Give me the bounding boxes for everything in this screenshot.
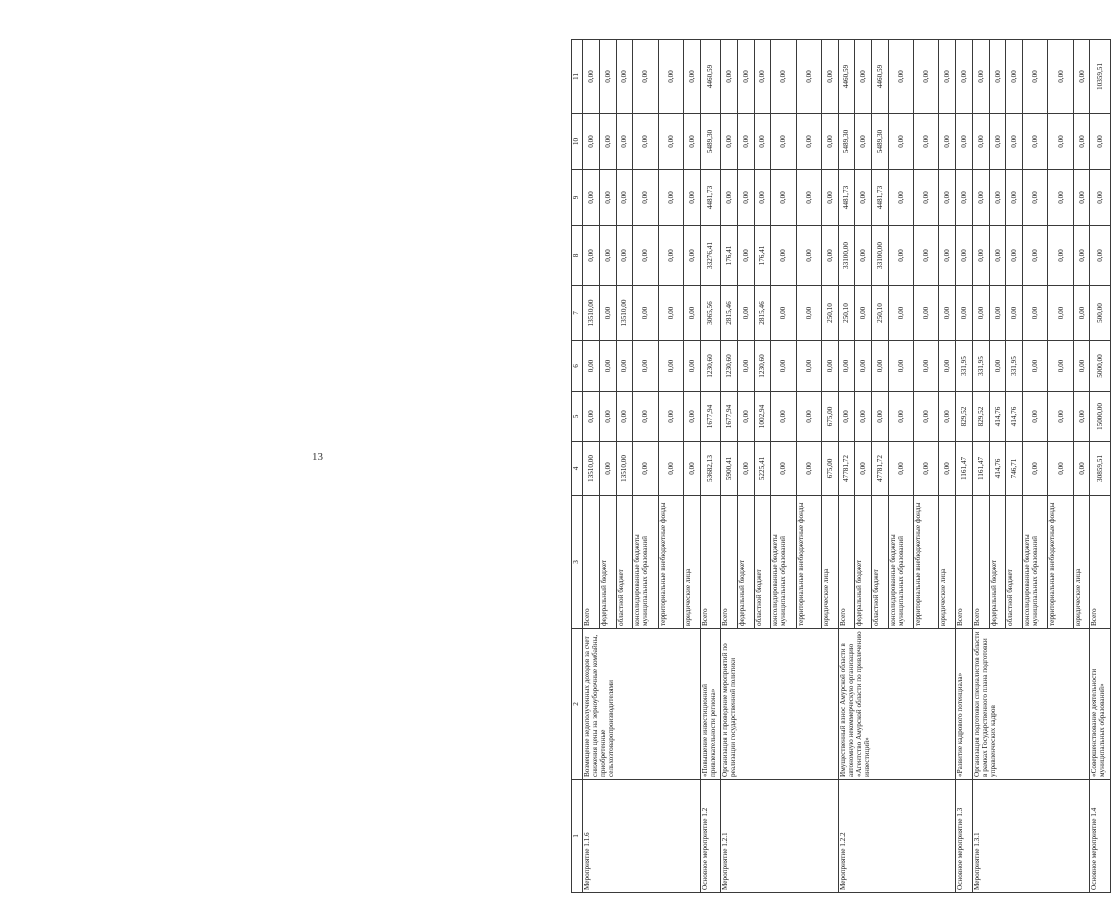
header-row (572, 40, 583, 893)
amount-cell: 0,00 (633, 341, 658, 392)
amount-cell: 0,00 (914, 286, 939, 341)
amount-cell: 250,10 (821, 286, 838, 341)
amount-cell: 0,00 (796, 114, 821, 170)
amount-cell: 0,00 (939, 392, 956, 442)
amount-cell: 0,00 (855, 170, 872, 226)
amount-cell: 13510,00 (583, 286, 600, 341)
amount-cell: 0,00 (855, 114, 872, 170)
amount-cell: 0,00 (720, 40, 737, 114)
amount-cell: 0,00 (737, 114, 754, 170)
amount-cell: 0,00 (914, 114, 939, 170)
amount-cell: 4460,59 (872, 40, 889, 114)
column-header: 7 (572, 286, 583, 341)
amount-cell: 0,00 (737, 170, 754, 226)
funding-source: Всего (838, 496, 855, 629)
amount-cell: 0,00 (989, 226, 1006, 286)
measure-code: Мероприятие 1.3.1 (972, 780, 1090, 893)
amount-cell: 0,00 (633, 392, 658, 442)
amount-cell: 1230,60 (720, 341, 737, 392)
amount-cell: 33100,00 (838, 226, 855, 286)
amount-cell: 0,00 (658, 341, 683, 392)
amount-cell: 0,00 (855, 442, 872, 496)
funding-source: федеральный бюджет (737, 496, 754, 629)
amount-cell: 0,00 (989, 286, 1006, 341)
amount-cell: 4481,73 (838, 170, 855, 226)
amount-cell: 414,76 (989, 442, 1006, 496)
amount-cell: 0,00 (888, 392, 913, 442)
amount-cell: 0,00 (599, 170, 616, 226)
amount-cell: 4460,59 (838, 40, 855, 114)
amount-cell: 414,76 (1006, 392, 1023, 442)
amount-cell: 0,00 (888, 341, 913, 392)
amount-cell: 331,95 (1006, 341, 1023, 392)
amount-cell: 0,00 (1006, 114, 1023, 170)
funding-source: юридические лица (821, 496, 838, 629)
measure-code: Основное мероприятие 1.2 (700, 780, 720, 893)
amount-cell: 0,00 (1023, 442, 1048, 496)
amount-cell: 0,00 (683, 341, 700, 392)
amount-cell: 53682,13 (700, 442, 720, 496)
amount-cell: 0,00 (939, 442, 956, 496)
funding-source: Всего (972, 496, 989, 629)
amount-cell: 47781,72 (838, 442, 855, 496)
measure-name: Имущественный взнос Амурской области в автономную некоммерческую организацию «Агентство Амурской области по привлечению инвестиций» (838, 629, 956, 780)
amount-cell: 0,00 (821, 170, 838, 226)
measure-name: «Совершенствование деятельности муниципальных образований» (1090, 629, 1111, 780)
amount-cell: 0,00 (616, 40, 633, 114)
column-header: 3 (572, 496, 583, 629)
funding-source: федеральный бюджет (855, 496, 872, 629)
amount-cell: 0,00 (872, 341, 889, 392)
amount-cell: 0,00 (616, 170, 633, 226)
column-header: 9 (572, 170, 583, 226)
amount-cell: 0,00 (658, 114, 683, 170)
amount-cell: 10359,51 (1090, 40, 1111, 114)
column-header: 11 (572, 40, 583, 114)
amount-cell: 0,00 (855, 392, 872, 442)
amount-cell: 0,00 (737, 442, 754, 496)
amount-cell: 0,00 (1023, 40, 1048, 114)
amount-cell: 4481,73 (700, 170, 720, 226)
amount-cell: 0,00 (633, 170, 658, 226)
column-header: 5 (572, 392, 583, 442)
amount-cell: 0,00 (1048, 40, 1073, 114)
amount-cell: 0,00 (796, 40, 821, 114)
amount-cell: 0,00 (658, 40, 683, 114)
amount-cell: 0,00 (583, 392, 600, 442)
funding-source: Всего (1090, 496, 1111, 629)
amount-cell: 0,00 (1048, 392, 1073, 442)
amount-cell: 5489,30 (838, 114, 855, 170)
amount-cell: 0,00 (583, 341, 600, 392)
amount-cell: 13510,00 (583, 442, 600, 496)
amount-cell: 0,00 (914, 170, 939, 226)
amount-cell: 0,00 (1073, 170, 1090, 226)
column-header: 2 (572, 629, 583, 780)
funding-source: юридические лица (939, 496, 956, 629)
funding-source: областной бюджет (872, 496, 889, 629)
amount-cell: 0,00 (616, 341, 633, 392)
amount-cell: 0,00 (888, 170, 913, 226)
amount-cell: 0,00 (616, 392, 633, 442)
amount-cell: 0,00 (796, 170, 821, 226)
amount-cell: 47781,72 (872, 442, 889, 496)
amount-cell: 0,00 (1048, 341, 1073, 392)
amount-cell: 0,00 (872, 392, 889, 442)
amount-cell: 0,00 (1023, 341, 1048, 392)
amount-cell: 5489,30 (872, 114, 889, 170)
amount-cell: 0,00 (683, 114, 700, 170)
table-row (1090, 40, 1111, 893)
amount-cell: 0,00 (720, 170, 737, 226)
amount-cell: 0,00 (1006, 226, 1023, 286)
table-row (700, 40, 720, 893)
amount-cell: 0,00 (737, 226, 754, 286)
funding-source: Всего (700, 496, 720, 629)
amount-cell: 0,00 (956, 286, 973, 341)
amount-cell: 0,00 (989, 170, 1006, 226)
table-row (956, 40, 973, 893)
amount-cell: 5000,00 (1090, 341, 1111, 392)
amount-cell: 0,00 (771, 226, 796, 286)
amount-cell: 0,00 (633, 40, 658, 114)
amount-cell: 0,00 (939, 114, 956, 170)
amount-cell: 0,00 (583, 170, 600, 226)
amount-cell: 1677,94 (720, 392, 737, 442)
amount-cell: 0,00 (956, 170, 973, 226)
amount-cell: 0,00 (821, 40, 838, 114)
amount-cell: 0,00 (956, 114, 973, 170)
amount-cell: 250,10 (838, 286, 855, 341)
amount-cell: 0,00 (583, 40, 600, 114)
amount-cell: 0,00 (1073, 114, 1090, 170)
amount-cell: 0,00 (754, 114, 771, 170)
amount-cell: 0,00 (737, 286, 754, 341)
amount-cell: 1002,94 (754, 392, 771, 442)
amount-cell: 0,00 (658, 170, 683, 226)
amount-cell: 0,00 (821, 226, 838, 286)
amount-cell: 13510,00 (616, 442, 633, 496)
funding-source: территориальные внебюджетные фонды (796, 496, 821, 629)
funding-source: федеральный бюджет (989, 496, 1006, 629)
amount-cell: 0,00 (658, 226, 683, 286)
amount-cell: 0,00 (1048, 442, 1073, 496)
funding-source: юридические лица (683, 496, 700, 629)
amount-cell: 0,00 (888, 286, 913, 341)
amount-cell: 0,00 (888, 40, 913, 114)
amount-cell: 1161,47 (972, 442, 989, 496)
funding-source: территориальные внебюджетные фонды (1048, 496, 1073, 629)
funding-source: областной бюджет (1006, 496, 1023, 629)
measure-code: Мероприятие 1.2.2 (838, 780, 956, 893)
amount-cell: 0,00 (972, 170, 989, 226)
amount-cell: 30859,51 (1090, 442, 1111, 496)
amount-cell: 13510,00 (616, 286, 633, 341)
amount-cell: 675,00 (821, 392, 838, 442)
amount-cell: 0,00 (989, 40, 1006, 114)
funding-source: юридические лица (1073, 496, 1090, 629)
amount-cell: 176,41 (720, 226, 737, 286)
amount-cell: 0,00 (1073, 226, 1090, 286)
amount-cell: 0,00 (599, 114, 616, 170)
amount-cell: 0,00 (737, 392, 754, 442)
amount-cell: 331,95 (956, 341, 973, 392)
amount-cell: 0,00 (771, 170, 796, 226)
amount-cell: 15000,00 (1090, 392, 1111, 442)
amount-cell: 0,00 (796, 226, 821, 286)
funding-source: консолидированные бюджеты муниципальных образований (633, 496, 658, 629)
amount-cell: 0,00 (1048, 170, 1073, 226)
amount-cell: 0,00 (599, 286, 616, 341)
amount-cell: 0,00 (914, 341, 939, 392)
rotated-table-container (571, 40, 1111, 893)
amount-cell: 0,00 (796, 286, 821, 341)
amount-cell: 829,52 (972, 392, 989, 442)
amount-cell: 0,00 (754, 170, 771, 226)
funding-source: областной бюджет (754, 496, 771, 629)
amount-cell: 0,00 (888, 226, 913, 286)
amount-cell: 0,00 (914, 40, 939, 114)
funding-source: консолидированные бюджеты муниципальных образований (888, 496, 913, 629)
amount-cell: 0,00 (754, 40, 771, 114)
table-row (583, 40, 600, 893)
amount-cell: 0,00 (821, 114, 838, 170)
amount-cell: 0,00 (972, 40, 989, 114)
table-row (838, 40, 855, 893)
measure-name: Организация и проведение мероприятий по реализации государственной политики (720, 629, 838, 780)
funding-source: областной бюджет (616, 496, 633, 629)
amount-cell: 0,00 (821, 341, 838, 392)
column-header: 10 (572, 114, 583, 170)
amount-cell: 0,00 (1073, 40, 1090, 114)
amount-cell: 0,00 (1090, 170, 1111, 226)
amount-cell: 250,10 (872, 286, 889, 341)
funding-source: территориальные внебюджетные фонды (658, 496, 683, 629)
amount-cell: 0,00 (956, 40, 973, 114)
amount-cell: 0,00 (1073, 442, 1090, 496)
measure-code: Мероприятие 1.1.6 (583, 780, 701, 893)
measure-name: «Повышение инвестиционной привлекательности региона» (700, 629, 720, 780)
column-header: 6 (572, 341, 583, 392)
funding-source: территориальные внебюджетные фонды (914, 496, 939, 629)
amount-cell: 0,00 (771, 442, 796, 496)
amount-cell: 0,00 (658, 392, 683, 442)
amount-cell: 0,00 (939, 286, 956, 341)
measure-code: Основное мероприятие 1.3 (956, 780, 973, 893)
amount-cell: 0,00 (737, 341, 754, 392)
amount-cell: 33276,41 (700, 226, 720, 286)
amount-cell: 746,71 (1006, 442, 1023, 496)
amount-cell: 33100,00 (872, 226, 889, 286)
amount-cell: 0,00 (599, 442, 616, 496)
amount-cell: 0,00 (633, 442, 658, 496)
amount-cell: 0,00 (683, 40, 700, 114)
amount-cell: 0,00 (633, 286, 658, 341)
amount-cell: 0,00 (720, 114, 737, 170)
amount-cell: 0,00 (683, 226, 700, 286)
amount-cell: 0,00 (599, 392, 616, 442)
table-row (720, 40, 737, 893)
amount-cell: 0,00 (1023, 392, 1048, 442)
amount-cell: 0,00 (956, 226, 973, 286)
amount-cell: 0,00 (1006, 286, 1023, 341)
measure-code: Мероприятие 1.2.1 (720, 780, 838, 893)
amount-cell: 0,00 (972, 286, 989, 341)
amount-cell: 414,76 (989, 392, 1006, 442)
amount-cell: 0,00 (1023, 114, 1048, 170)
amount-cell: 0,00 (888, 442, 913, 496)
amount-cell: 0,00 (1048, 226, 1073, 286)
amount-cell: 0,00 (658, 442, 683, 496)
amount-cell: 0,00 (633, 114, 658, 170)
funding-source: Всего (956, 496, 973, 629)
amount-cell: 0,00 (1090, 226, 1111, 286)
amount-cell: 0,00 (1073, 392, 1090, 442)
amount-cell: 829,52 (956, 392, 973, 442)
amount-cell: 4460,59 (700, 40, 720, 114)
amount-cell: 500,00 (1090, 286, 1111, 341)
amount-cell: 0,00 (683, 442, 700, 496)
amount-cell: 1677,94 (700, 392, 720, 442)
amount-cell: 0,00 (855, 226, 872, 286)
funding-source: консолидированные бюджеты муниципальных образований (771, 496, 796, 629)
amount-cell: 5225,41 (754, 442, 771, 496)
amount-cell: 0,00 (914, 392, 939, 442)
amount-cell: 0,00 (683, 286, 700, 341)
amount-cell: 0,00 (838, 341, 855, 392)
amount-cell: 3065,56 (700, 286, 720, 341)
funding-source: консолидированные бюджеты муниципальных образований (1023, 496, 1048, 629)
amount-cell: 0,00 (683, 170, 700, 226)
funding-source: Всего (720, 496, 737, 629)
amount-cell: 1161,47 (956, 442, 973, 496)
amount-cell: 0,00 (855, 286, 872, 341)
amount-cell: 0,00 (616, 226, 633, 286)
amount-cell: 2815,46 (720, 286, 737, 341)
funding-source: Всего (583, 496, 600, 629)
amount-cell: 1230,60 (754, 341, 771, 392)
amount-cell: 0,00 (583, 114, 600, 170)
amount-cell: 0,00 (658, 286, 683, 341)
amount-cell: 0,00 (1090, 114, 1111, 170)
amount-cell: 0,00 (989, 114, 1006, 170)
amount-cell: 0,00 (989, 341, 1006, 392)
amount-cell: 1230,60 (700, 341, 720, 392)
page-number: 13 (312, 451, 323, 463)
amount-cell: 0,00 (796, 392, 821, 442)
amount-cell: 0,00 (914, 442, 939, 496)
amount-cell: 0,00 (599, 341, 616, 392)
amount-cell: 0,00 (796, 341, 821, 392)
amount-cell: 0,00 (939, 40, 956, 114)
column-header: 8 (572, 226, 583, 286)
amount-cell: 0,00 (939, 226, 956, 286)
amount-cell: 0,00 (1048, 114, 1073, 170)
amount-cell: 0,00 (771, 40, 796, 114)
amount-cell: 0,00 (796, 442, 821, 496)
amount-cell: 5489,30 (700, 114, 720, 170)
amount-cell: 0,00 (855, 40, 872, 114)
column-header: 4 (572, 442, 583, 496)
budget-table (571, 39, 1111, 893)
column-header: 1 (572, 780, 583, 893)
amount-cell: 0,00 (1023, 170, 1048, 226)
measure-name: Организация подготовки специалистов области в рамках Государственного плана подготовки управленческих кадров (972, 629, 1090, 780)
amount-cell: 0,00 (633, 226, 658, 286)
funding-source: федеральный бюджет (599, 496, 616, 629)
amount-cell: 0,00 (914, 226, 939, 286)
amount-cell: 0,00 (771, 114, 796, 170)
amount-cell: 0,00 (1073, 286, 1090, 341)
amount-cell: 0,00 (939, 170, 956, 226)
amount-cell: 0,00 (683, 392, 700, 442)
amount-cell: 675,00 (821, 442, 838, 496)
amount-cell: 0,00 (771, 341, 796, 392)
amount-cell: 2815,46 (754, 286, 771, 341)
amount-cell: 0,00 (1023, 286, 1048, 341)
amount-cell: 0,00 (583, 226, 600, 286)
amount-cell: 0,00 (599, 226, 616, 286)
amount-cell: 0,00 (599, 40, 616, 114)
table-row (972, 40, 989, 893)
amount-cell: 0,00 (1006, 40, 1023, 114)
amount-cell: 0,00 (1048, 286, 1073, 341)
measure-name: «Развитие кадрового потенциала» (956, 629, 973, 780)
measure-code: Основное мероприятие 1.4 (1090, 780, 1111, 893)
amount-cell: 0,00 (771, 286, 796, 341)
amount-cell: 331,95 (972, 341, 989, 392)
amount-cell: 0,00 (1073, 341, 1090, 392)
amount-cell: 0,00 (888, 114, 913, 170)
amount-cell: 0,00 (972, 226, 989, 286)
amount-cell: 0,00 (1006, 170, 1023, 226)
amount-cell: 0,00 (737, 40, 754, 114)
amount-cell: 0,00 (771, 392, 796, 442)
amount-cell: 0,00 (855, 341, 872, 392)
amount-cell: 4481,73 (872, 170, 889, 226)
amount-cell: 5900,41 (720, 442, 737, 496)
amount-cell: 0,00 (939, 341, 956, 392)
amount-cell: 176,41 (754, 226, 771, 286)
amount-cell: 0,00 (616, 114, 633, 170)
amount-cell: 0,00 (1023, 226, 1048, 286)
amount-cell: 0,00 (972, 114, 989, 170)
measure-name: Возмещение недополученных доходов за счет снижения цены на зерноуборочные комбайны, приобретенные сельхозтоваропроизводителями (583, 629, 701, 780)
amount-cell: 0,00 (838, 392, 855, 442)
